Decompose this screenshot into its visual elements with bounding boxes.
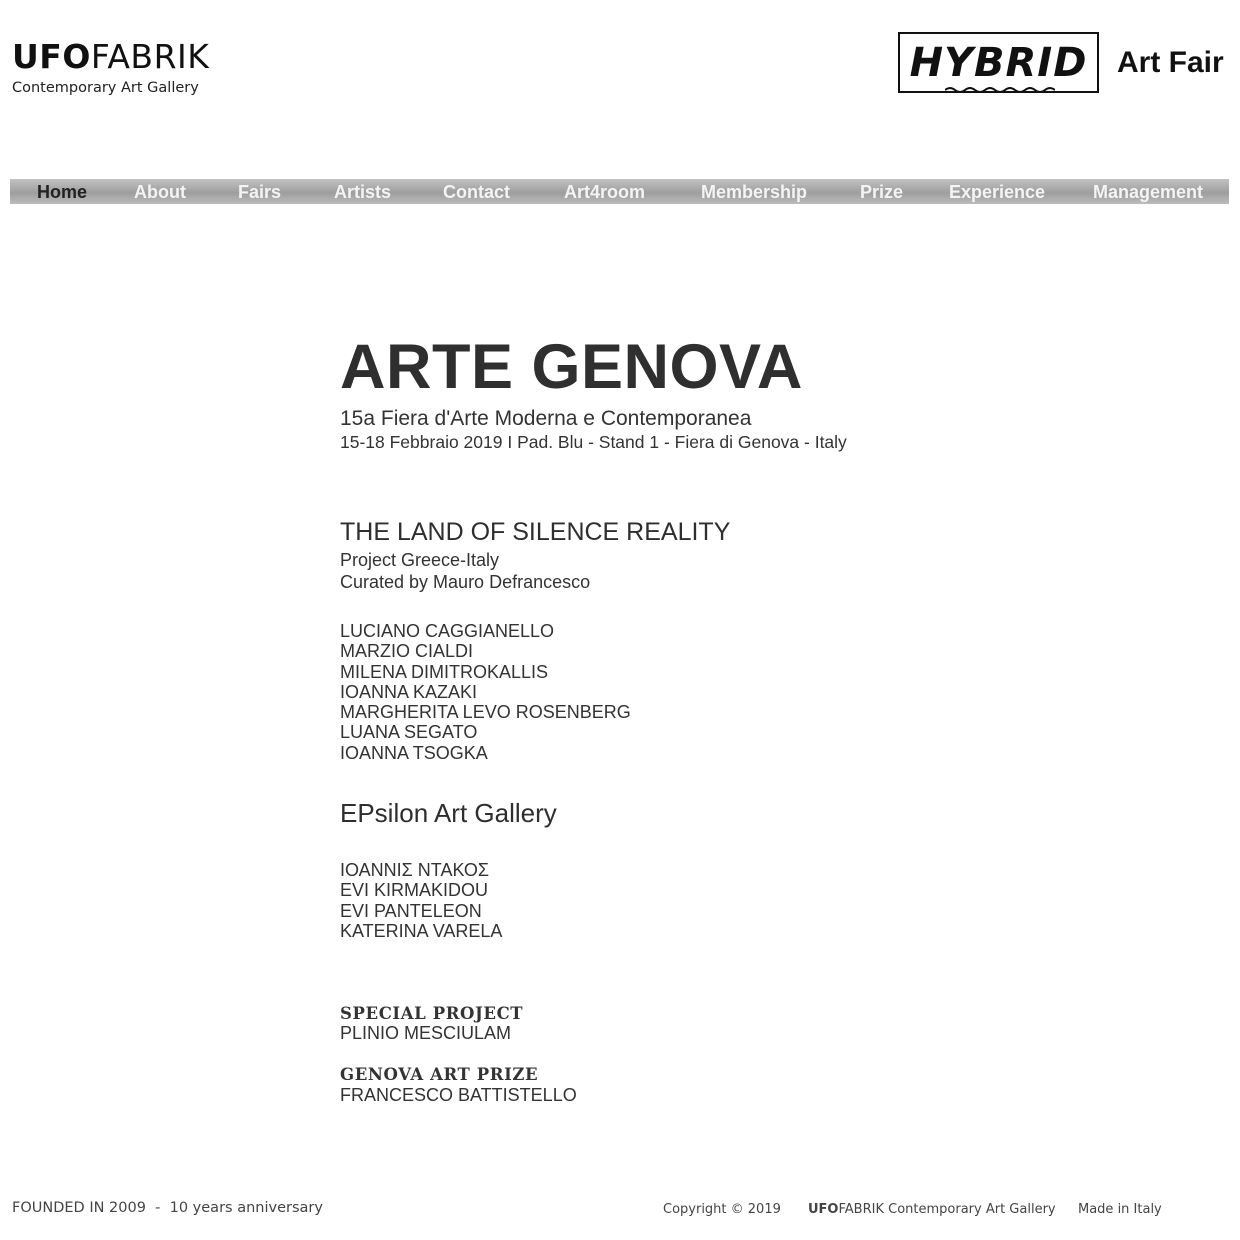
nav-fairs[interactable]: Fairs xyxy=(238,182,282,202)
page-subtitle: 15a Fiera d'Arte Moderna e Contemporanea xyxy=(340,407,752,430)
event-dates: 15-18 Febbraio 2019 I Pad. Blu - Stand 1 - Fiera di Genova - Italy xyxy=(340,432,847,452)
special-project-name: PLINIO MESCIULAM xyxy=(340,1023,512,1043)
project-curator: Curated by Mauro Defrancesco xyxy=(340,572,591,592)
main-nav xyxy=(10,179,1229,204)
special-project-label: SPECIAL PROJECT xyxy=(340,1004,524,1023)
logo-regular-text: FABRIK xyxy=(90,37,210,76)
nav-prize[interactable]: Prize xyxy=(860,182,904,202)
list-item: MARZIO CIALDI xyxy=(340,641,474,662)
list-item: LUANA SEGATO xyxy=(340,722,478,743)
project-artist-list xyxy=(340,621,631,763)
wave-icon xyxy=(945,86,1055,94)
gallery-artist-list xyxy=(340,860,502,941)
list-item: EVI PANTELEON xyxy=(340,900,482,921)
project-line-1: Project Greece-Italy xyxy=(340,550,500,570)
made-in-text: Made in Italy xyxy=(1078,1202,1162,1217)
nav-artists[interactable]: Artists xyxy=(334,182,392,202)
founded-text: FOUNDED IN 2009 - 10 years anniversary xyxy=(12,1200,323,1216)
nav-about[interactable]: About xyxy=(134,182,186,202)
art-fair-label: Art Fair xyxy=(1117,46,1224,79)
list-item: EVI KIRMAKIDOU xyxy=(340,880,489,901)
project-title: THE LAND OF SILENCE REALITY xyxy=(340,518,731,546)
gallery-title: EPsilon Art Gallery xyxy=(340,798,557,828)
art-prize-label: GENOVA ART PRIZE xyxy=(340,1065,539,1084)
page-title: ARTE GENOVA xyxy=(340,332,803,402)
nav-membership[interactable]: Membership xyxy=(701,182,808,202)
list-item: LUCIANO CAGGIANELLO xyxy=(340,621,555,641)
list-item: MARGHERITA LEVO ROSENBERG xyxy=(340,702,631,723)
nav-experience[interactable]: Experience xyxy=(949,182,1046,202)
copyright-text: Copyright © 2019 xyxy=(663,1202,781,1217)
list-item: ΙΟΑΝΝΙΣ ΝΤΑΚΟΣ xyxy=(340,860,490,880)
footer-gallery-bold: UFO xyxy=(808,1202,839,1217)
logo-bold-text: UFO xyxy=(12,37,91,76)
hybrid-logo[interactable] xyxy=(898,32,1099,93)
logo-subtitle: Contemporary Art Gallery xyxy=(12,80,199,96)
list-item: KATERINA VARELA xyxy=(340,920,503,941)
nav-contact[interactable]: Contact xyxy=(443,182,510,202)
footer-gallery-rest: FABRIK Contemporary Art Gallery xyxy=(838,1202,1056,1217)
nav-home[interactable]: Home xyxy=(37,182,88,202)
art-prize-name: FRANCESCO BATTISTELLO xyxy=(340,1085,577,1105)
list-item: IOANNA TSOGKA xyxy=(340,742,488,763)
list-item: MILENA DIMITROKALLIS xyxy=(340,661,549,682)
nav-management[interactable]: Management xyxy=(1093,182,1204,202)
hybrid-logo-word: HYBRID xyxy=(909,40,1088,86)
footer-gallery-link[interactable] xyxy=(808,1202,1056,1217)
nav-art4room[interactable]: Art4room xyxy=(564,182,646,202)
list-item: IOANNA KAZAKI xyxy=(340,681,478,702)
site-logo[interactable] xyxy=(12,37,210,76)
